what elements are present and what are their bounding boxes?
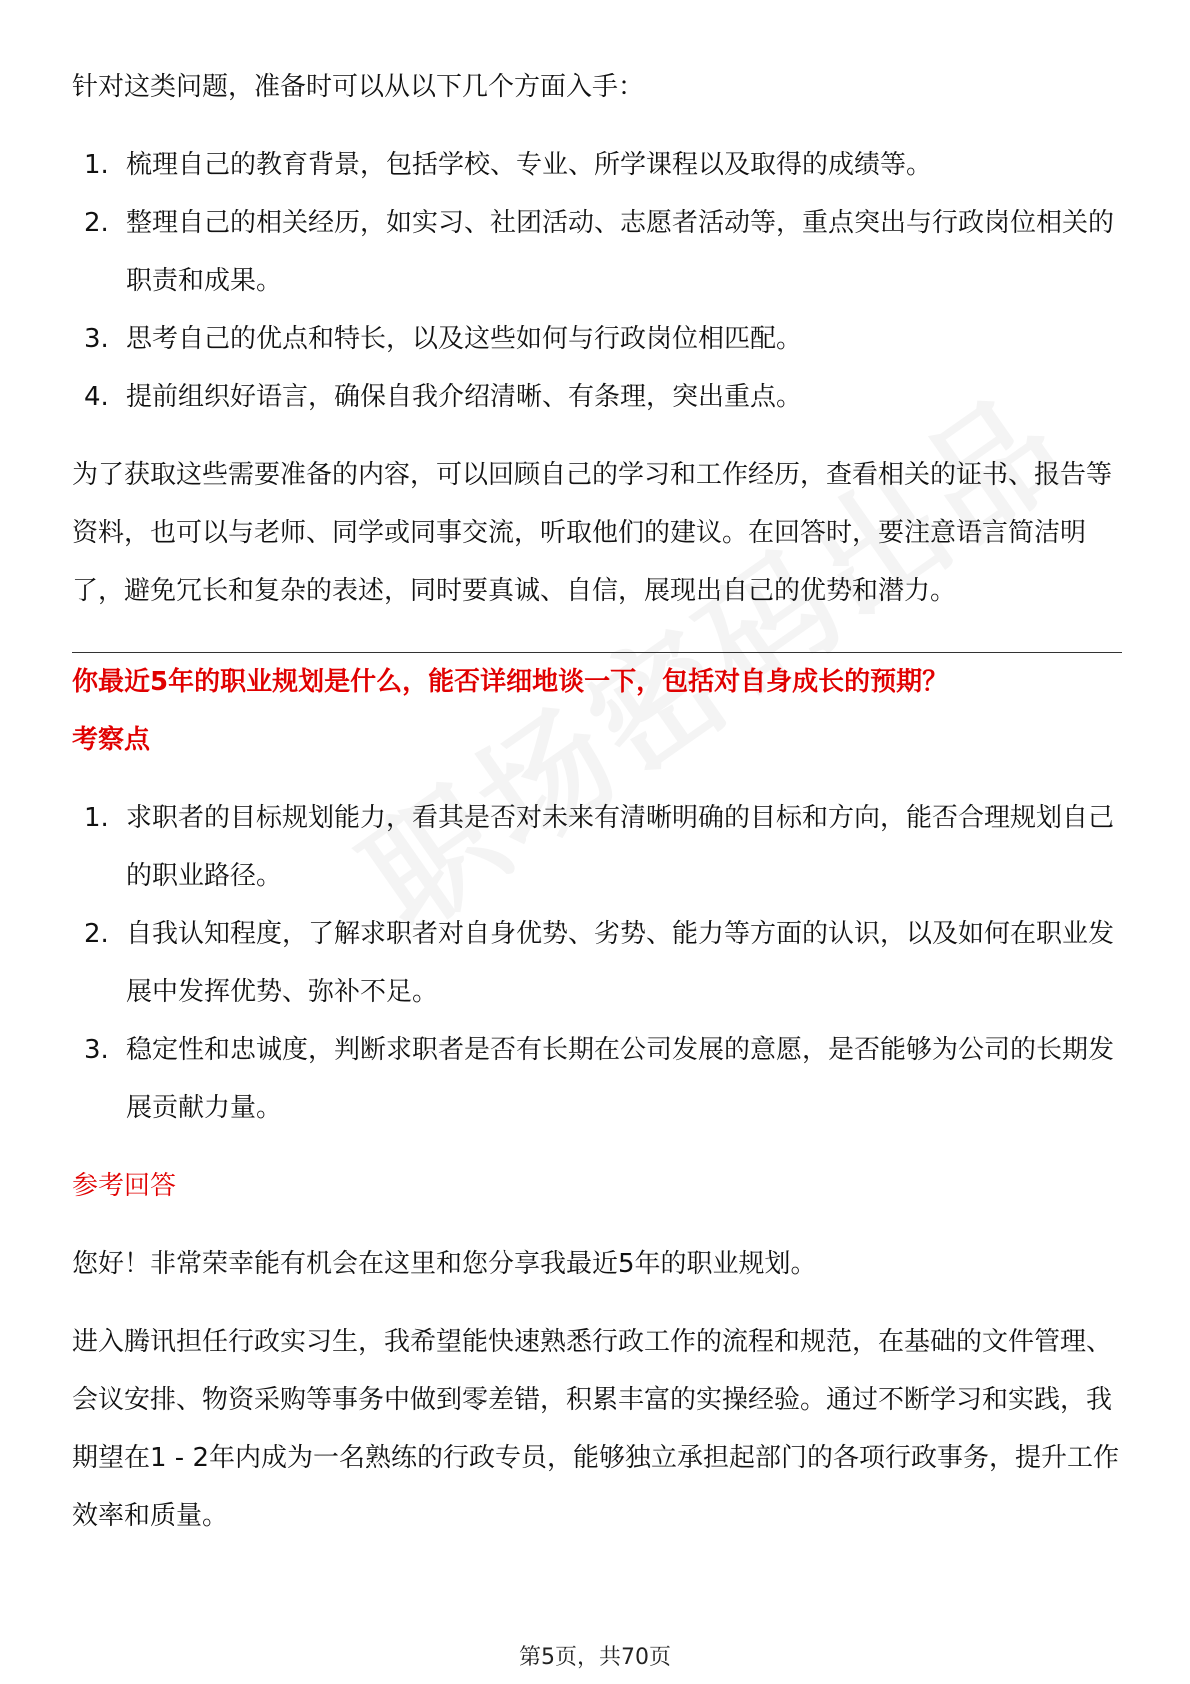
list-number: 3. (84, 324, 109, 354)
list-number: 1. (84, 803, 109, 833)
list-item (72, 136, 1122, 194)
list-item (72, 1021, 1122, 1137)
list-text: 梳理自己的教育背景，包括学校、专业、所学课程以及取得的成绩等。 (126, 150, 933, 180)
answer-greeting: 您好！非常荣幸能有机会在这里和您分享我最近5年的职业规划。 (72, 1249, 817, 1279)
list-text: 整理自己的相关经历，如实习、社团活动、志愿者活动等，重点突出与行政岗位相关的职责和成果。 (126, 208, 1115, 296)
list-item (72, 194, 1122, 310)
prep-list (72, 136, 1122, 426)
list-item (72, 905, 1122, 1021)
list-text: 自我认知程度，了解求职者对自身优势、劣势、能力等方面的认识，以及如何在职业发展中发挥优势、弥补不足。 (126, 919, 1115, 1007)
focus-label: 考察点 (72, 725, 151, 755)
page-footer: 第5页，共70页 (519, 1645, 671, 1670)
list-item (72, 789, 1122, 905)
focus-list (72, 789, 1122, 1137)
page-content (72, 58, 1122, 1545)
list-item (72, 310, 1122, 368)
list-number: 2. (84, 919, 109, 949)
list-number: 4. (84, 382, 109, 412)
list-number: 1. (84, 150, 109, 180)
list-text: 思考自己的优点和特长，以及这些如何与行政岗位相匹配。 (126, 324, 803, 354)
list-text: 稳定性和忠诚度，判断求职者是否有长期在公司发展的意愿，是否能够为公司的长期发展贡献力量。 (126, 1035, 1115, 1123)
list-number: 2. (84, 208, 109, 238)
advice-paragraph: 为了获取这些需要准备的内容，可以回顾自己的学习和工作经历，查看相关的证书、报告等资料，也可以与老师、同学或同事交流，听取他们的建议。在回答时，要注意语言简洁明了，避免冗长和复杂的表述，同时要真诚、自信，展现出自己的优势和潜力。 (72, 460, 1113, 606)
list-text: 提前组织好语言，确保自我介绍清晰、有条理，突出重点。 (126, 382, 803, 412)
list-number: 3. (84, 1035, 109, 1065)
list-item (72, 368, 1122, 426)
answer-label: 参考回答 (72, 1171, 177, 1201)
list-text: 求职者的目标规划能力，看其是否对未来有清晰明确的目标和方向，能否合理规划自己的职业路径。 (126, 803, 1115, 891)
intro-text: 针对这类问题，准备时可以从以下几个方面入手： (72, 72, 645, 102)
question-heading: 你最近5年的职业规划是什么，能否详细地谈一下，包括对自身成长的预期？ (72, 667, 949, 697)
answer-body: 进入腾讯担任行政实习生，我希望能快速熟悉行政工作的流程和规范，在基础的文件管理、会议安排、物资采购等事务中做到零差错，积累丰富的实操经验。通过不断学习和实践，我期望在1 - 2年内成为一名熟练的行政专员，能够独立承担起部门的各项行政事务，提升工作效率和质量。 (72, 1327, 1119, 1531)
